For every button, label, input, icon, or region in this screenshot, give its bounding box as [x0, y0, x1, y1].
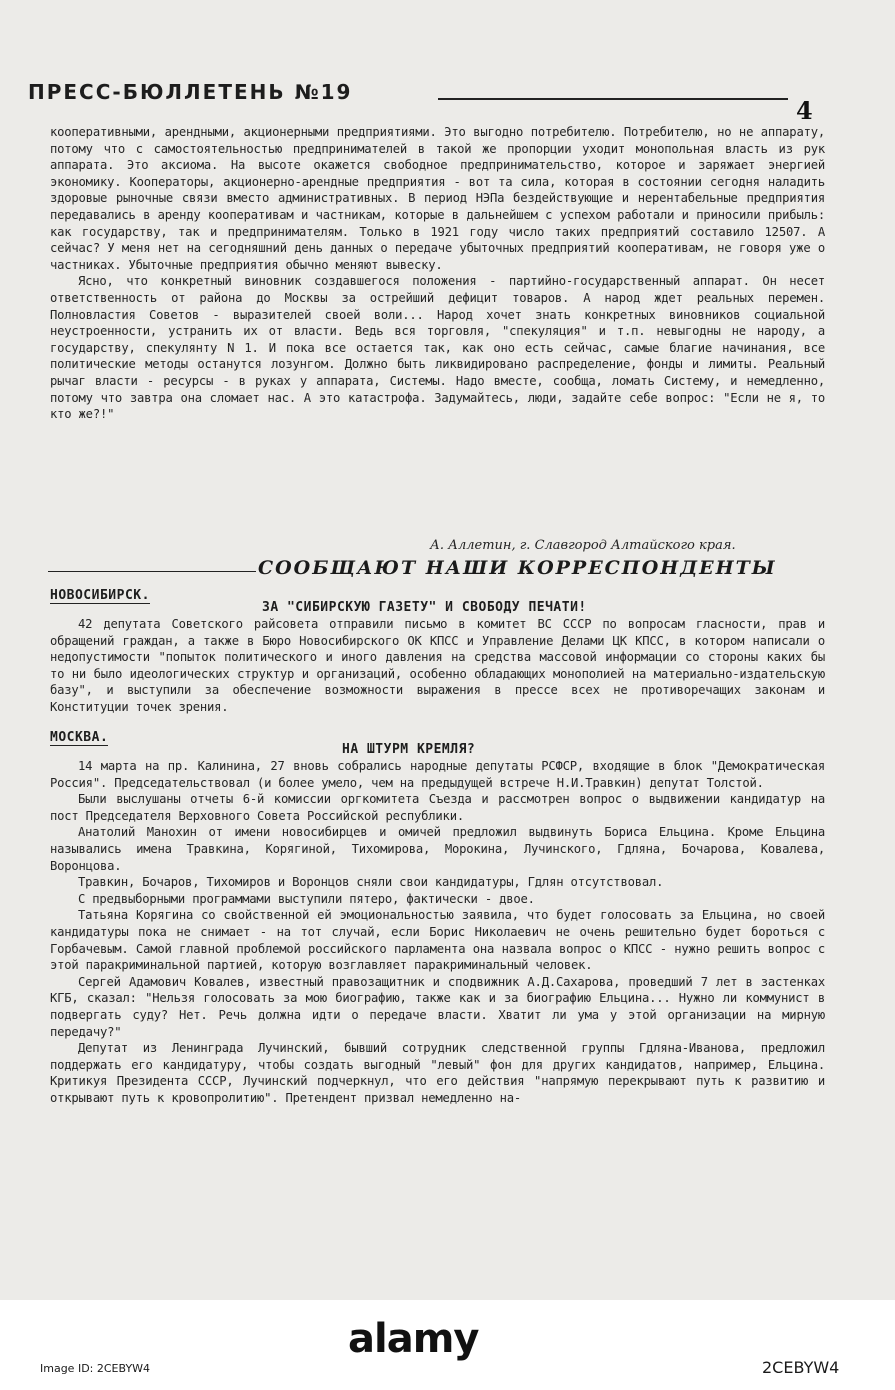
- report-city-moscow: МОСКВА.: [50, 730, 109, 745]
- report-paragraph: 42 депутата Советского райсовета отправили письмо в комитет ВС СССР по вопросам гласности, прав и обращений граждан, а также в Бюро Новосибирского ОК КПСС и Управление Делами ЦК КПСС, в котором написали о недопустимости "попыток политического и иного давления на средства массовой информации со стороны каких бы то ни было идеологических структур и организаций, особенно обладающих монополией на материально-издательскую базу", и выступили за обеспечение возможности выражения в прессе всех не противоречащих законам и Конституции точек зрения.: [50, 617, 825, 714]
- stock-image-code: 2CEBYW4: [762, 1358, 840, 1377]
- report-paragraph: Депутат из Ленинграда Лучинский, бывший сотрудник следственной группы Гдляна-Иванова, предложил поддержать его кандидатуру, чтобы создать выгодный "левый" фон для других кандидатов, например, Ельцина. Критикуя Президента СССР, Лучинский подчеркнул, что его действия "напрямую перекрывают путь к развитию и открывают путь к кровопролитию". Претендент призвал немедленно на-: [50, 1041, 825, 1105]
- report-paragraph: Были выслушаны отчеты 6-й комиссии оргкомитета Съезда и рассмотрен вопрос о выдвижении кандидатур на пост Председателя Верховного Совета Российской республики.: [50, 792, 825, 823]
- page-number: 4: [796, 96, 813, 125]
- report-paragraph: Анатолий Манохин от имени новосибирцев и омичей предложил выдвинуть Бориса Ельцина. Кроме Ельцина назывались имена Травкина, Корягиной, Тихомирова, Морокина, Лучинского, Гдляна, Бочарова, Ковалева, Воронцова.: [50, 825, 825, 873]
- alamy-logo: alamy: [348, 1316, 479, 1362]
- report-body-moscow: [50, 758, 825, 1106]
- report-paragraph: 14 марта на пр. Калинина, 27 вновь собрались народные депутаты РСФСР, входящие в блок "Демократическая Россия". Председательствовал (и более умело, чем на предыдущей встрече Н.И.Травкин) депутат Толстой.: [50, 759, 825, 790]
- report-headline-novosibirsk: ЗА "СИБИРСКУЮ ГАЗЕТУ" И СВОБОДУ ПЕЧАТИ!: [262, 600, 587, 615]
- intro-paragraph-2: Ясно, что конкретный виновник создавшегося положения - партийно-государственный аппарат. Он несет ответственность от района до Москвы за острейший дефицит товаров. А народ ждет реальных перемен. Полновластия Советов - выразителей своей воли... Народ хочет знать конкретных виновников социальной неустроенности, устранить их от власти. Ведь вся торговля, "спекуляция" и т.п. невыгодны не народу, а государству, спекулянту N 1. И пока все остается так, как оно есть сейчас, самые благие начинания, все политические методы останутся лозунгом. Должно быть ликвидировано распределение, фонды и лимиты. Реальный рычаг власти - ресурсы - в руках у аппарата, Системы. Надо вместе, сообща, ломать Систему, и немедленно, потому что завтра она сломает нас. А это катастрофа. Задумайтесь, люди, задайте себе вопрос: "Если не я, то кто же?!": [50, 274, 825, 422]
- report-body-novosibirsk: [50, 616, 825, 716]
- masthead: ПРЕСС-БЮЛЛЕТЕНЬ №19: [28, 80, 353, 104]
- masthead-rule: [438, 98, 788, 100]
- section-rule: [48, 571, 256, 572]
- report-paragraph: С предвыборными программами выступили пятеро, фактически - двое.: [78, 891, 535, 906]
- section-heading: СООБЩАЮТ НАШИ КОРРЕСПОНДЕНТЫ: [258, 557, 777, 579]
- article-signature: А. Аллетин, г. Славгород Алтайского края.: [430, 538, 736, 553]
- stock-photo-banner: [0, 1300, 895, 1390]
- report-paragraph: Татьяна Корягина со свойственной ей эмоциональностью заявила, что будет голосовать за Ельцина, но своей кандидатуры пока не снимает - на тот случай, если Борис Николаевич не очень решительно будет бороться с Горбачевым. Самой главной проблемой российского парламента она назвала вопрос о КПСС - нужно решить вопрос с этой паракриминальной партией, которую возглавляет паракриминальный человек.: [50, 908, 825, 973]
- stock-image-id: Image ID: 2CEBYW4: [40, 1362, 151, 1375]
- report-paragraph: Сергей Адамович Ковалев, известный правозащитник и сподвижник А.Д.Сахарова, проведший 7 лет в застенках КГБ, сказал: "Нельзя голосовать за мою биографию, также как и за биографию Ельцина... Нужно ли коммунист в подвергать суду? Нет. Речь должна идти о передаче власти. Хватит ли ума у этой организации на мирную передачу?": [50, 974, 825, 1039]
- intro-article: [50, 124, 825, 423]
- report-headline-moscow: НА ШТУРМ КРЕМЛЯ?: [342, 742, 476, 757]
- report-paragraph: Травкин, Бочаров, Тихомиров и Воронцов сняли свои кандидатуры, Гдлян отсутствовал.: [78, 875, 664, 890]
- intro-paragraph-1: кооперативными, арендными, акционерными предприятиями. Это выгодно потребителю. Потребителю, но не аппарату, потому что с самостоятельностью предпринимателей в такой же пропорции уходит монопольная власть из рук аппарата. Это аксиома. На высоте окажется свободное предпринимательство, которое и заряжает энергией экономику. Кооператоры, акционерно-арендные предприятия - вот та сила, которая в состоянии сегодня наладить здоровые рыночные связи вместо административных. В период НЭПа бездействующие и нерентабельные предприятия передавались в аренду кооперативам и частникам, которые в дальнейшем с успехом работали и приносили прибыль: как государству, так и предпринимателям. Только в 1921 году число таких предприятий составило 12507. А сейчас? У меня нет на сегодняшний день данных о передаче убыточных предприятий кооперативам, не говоря уже о частниках. Убыточные предприятия обычно меняют вывеску.: [50, 125, 825, 272]
- report-city-novosibirsk: НОВОСИБИРСК.: [50, 588, 150, 603]
